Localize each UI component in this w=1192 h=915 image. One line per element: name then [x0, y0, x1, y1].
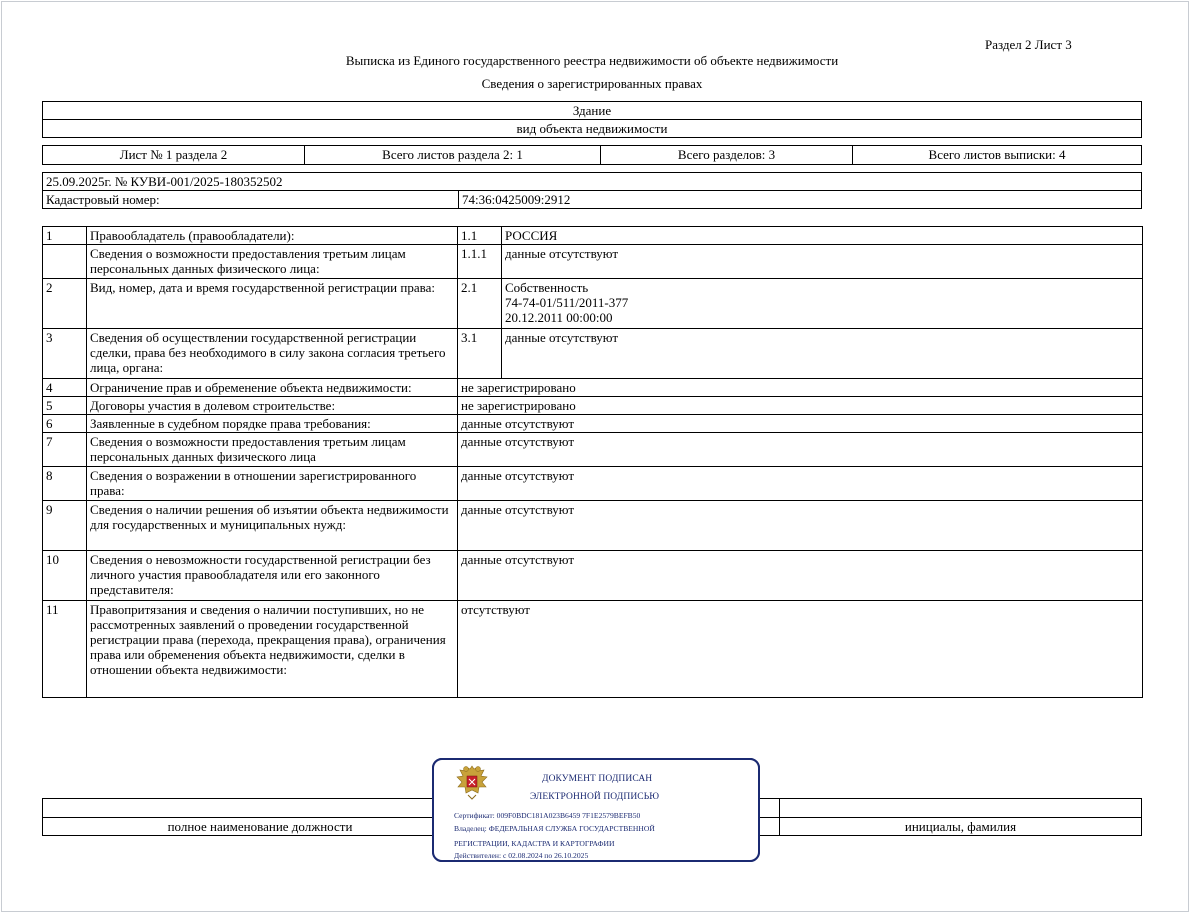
name-caption: инициалы, фамилия — [904, 819, 1017, 834]
row-value: данные отсутствуют — [458, 433, 1143, 467]
electronic-signature-stamp — [432, 758, 760, 862]
table-row — [43, 397, 1143, 415]
row-value: данные отсутствуют — [458, 467, 1143, 501]
cadastral-row — [42, 190, 1142, 209]
row-value: данные отсутствуют — [458, 501, 1143, 551]
object-type-box — [42, 101, 1142, 120]
stamp-line2: ЭЛЕКТРОННОЙ ПОДПИСЬЮ — [530, 792, 660, 802]
row-label: Сведения о возможности предоставления третьим лицам персональных данных физического лица — [87, 433, 458, 467]
extract-sheets-total: Всего листов выписки: 4 — [928, 147, 1066, 162]
stamp-line1: ДОКУМЕНТ ПОДПИСАН — [542, 774, 653, 784]
object-type-caption: вид объекта недвижимости — [516, 121, 668, 136]
row-value: отсутствуют — [458, 601, 1143, 698]
rights-table — [42, 226, 1143, 698]
row-number: 4 — [43, 379, 87, 397]
row-number: 6 — [43, 415, 87, 433]
table-row — [43, 245, 1143, 279]
sections-total: Всего разделов: 3 — [601, 146, 853, 164]
row-label: Правопритязания и сведения о наличии поступивших, но не рассмотренных заявлений о проведении государственной регистрации права (перехода, прекращения права), ограничения права или обременения объекта недвижимости, сделки в отношении объекта недвижимости: — [87, 601, 458, 698]
table-row — [43, 379, 1143, 397]
row-label: Правообладатель (правообладатели): — [87, 227, 458, 245]
document-subtitle: Сведения о зарегистрированных правах — [481, 76, 703, 91]
row-subnumber: 1.1.1 — [458, 245, 502, 279]
row-label: Сведения о невозможности государственной регистрации без личного участия правообладателя или его законного представителя: — [87, 551, 458, 601]
record-date-number: 25.09.2025г. № КУВИ-001/2025-180352502 — [46, 174, 283, 189]
document-title: Выписка из Единого государственного реестра недвижимости об объекте недвижимости — [345, 53, 839, 68]
cadastral-number: 74:36:0425009:2912 — [462, 192, 571, 207]
row-number: 2 — [43, 279, 87, 329]
row-label: Вид, номер, дата и время государственной регистрации права: — [87, 279, 458, 329]
row-number: 10 — [43, 551, 87, 601]
table-row — [43, 279, 1143, 329]
row-label: Ограничение прав и обременение объекта недвижимости: — [87, 379, 458, 397]
row-subnumber: 3.1 — [458, 329, 502, 379]
row-label: Сведения о возражении в отношении зарегистрированного права: — [87, 467, 458, 501]
row-number — [43, 245, 87, 279]
row-subnumber: 1.1 — [458, 227, 502, 245]
table-row — [43, 601, 1143, 698]
section-sheets-total: Всего листов раздела 2: 1 — [305, 146, 601, 164]
stamp-validity: Действителен: с 02.08.2024 по 26.10.2025 — [454, 851, 589, 860]
registration-number: 74-74-01/511/2011-377 — [505, 295, 629, 310]
row-value: не зарегистрировано — [458, 379, 1143, 397]
row-value: данные отсутствуют — [458, 551, 1143, 601]
section-sheet-label: Раздел 2 Лист 3 — [985, 37, 1072, 52]
stamp-owner-line1: Владелец: ФЕДЕРАЛЬНАЯ СЛУЖБА ГОСУДАРСТВЕННОЙ — [454, 824, 655, 833]
row-label: Заявленные в судебном порядке права требования: — [87, 415, 458, 433]
right-type: Собственность — [505, 280, 589, 295]
sheet-number: Лист № 1 раздела 2 — [43, 146, 305, 164]
row-value: данные отсутствуют — [458, 415, 1143, 433]
record-box — [42, 172, 1142, 191]
row-value: не зарегистрировано — [458, 397, 1143, 415]
table-row — [43, 467, 1143, 501]
object-type-caption-box — [42, 119, 1142, 138]
row-value: данные отсутствуют — [502, 329, 1143, 379]
cadastral-label: Кадастровый номер: — [43, 191, 459, 208]
row-label: Сведения об осуществлении государственной регистрации сделки, права без необходимого в силу закона согласия третьего лица, органа: — [87, 329, 458, 379]
row-number: 7 — [43, 433, 87, 467]
row-number: 5 — [43, 397, 87, 415]
position-caption: полное наименование должности — [167, 819, 353, 834]
stamp-certificate: Сертификат: 009F0BDC181A023B6459 7F1E2579BEFB50 — [454, 811, 641, 820]
row-value — [502, 279, 1143, 329]
table-row — [43, 551, 1143, 601]
row-value: РОССИЯ — [502, 227, 1143, 245]
row-subnumber: 2.1 — [458, 279, 502, 329]
row-value: данные отсутствуют — [502, 245, 1143, 279]
stamp-owner-line2: РЕГИСТРАЦИИ, КАДАСТРА И КАРТОГРАФИИ — [454, 839, 615, 848]
row-label: Сведения о наличии решения об изъятии объекта недвижимости для государственных и муниципальных нужд: — [87, 501, 458, 551]
table-row — [43, 329, 1143, 379]
row-number: 9 — [43, 501, 87, 551]
table-row — [43, 501, 1143, 551]
row-number: 8 — [43, 467, 87, 501]
registration-datetime: 20.12.2011 00:00:00 — [505, 310, 613, 325]
table-row — [43, 433, 1143, 467]
table-row — [43, 415, 1143, 433]
table-row — [43, 227, 1143, 245]
row-label: Договоры участия в долевом строительстве: — [87, 397, 458, 415]
row-number: 11 — [43, 601, 87, 698]
row-label: Сведения о возможности предоставления третьим лицам персональных данных физического лица: — [87, 245, 458, 279]
sheet-info-row — [42, 145, 1142, 165]
row-number: 1 — [43, 227, 87, 245]
row-number: 3 — [43, 329, 87, 379]
object-type-value: Здание — [572, 103, 612, 118]
